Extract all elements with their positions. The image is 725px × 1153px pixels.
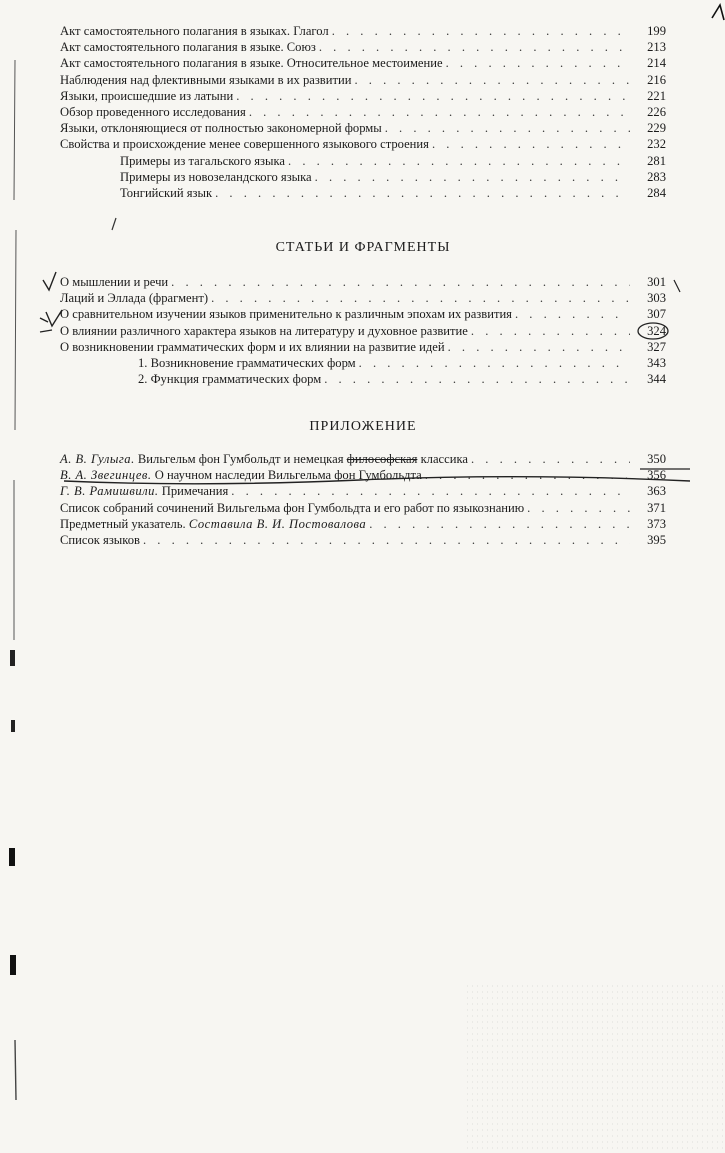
toc-title: Языки, отклоняющиеся от полностью закономерной формы: [60, 121, 382, 136]
toc-page: 214: [647, 56, 666, 71]
toc-title: 1. Возникновение грамматических форм: [138, 355, 356, 370]
toc-row[interactable]: [60, 23, 666, 39]
toc-page: 395: [647, 532, 666, 547]
toc-page: 284: [647, 185, 666, 200]
toc-row[interactable]: [60, 500, 666, 516]
toc-row[interactable]: [60, 153, 666, 169]
toc-title: Тонгийский язык: [120, 185, 213, 200]
toc-row[interactable]: [60, 290, 666, 306]
toc-page: 344: [647, 372, 666, 387]
toc-row[interactable]: [60, 88, 666, 104]
toc-title: О влиянии различного характера языков на литературу и духовное развитие: [60, 323, 468, 338]
toc-section-appendix: [60, 451, 666, 548]
toc-title: Список языков: [60, 532, 140, 547]
toc-row[interactable]: [60, 371, 666, 387]
toc-page: 324: [647, 323, 666, 338]
toc-page: 373: [647, 516, 666, 531]
toc-page: 229: [647, 121, 666, 136]
toc-row[interactable]: [60, 185, 666, 201]
toc-page: 371: [647, 500, 666, 515]
toc-section-articles: [60, 274, 666, 387]
toc-title: Акт самостоятельного полагания в языке. Относительное местоимение: [60, 56, 443, 71]
toc-author: В. А. Звегинцев.: [60, 468, 152, 483]
toc-title: Наблюдения над флективными языками в их развитии: [60, 72, 352, 87]
toc-row[interactable]: [60, 55, 666, 71]
toc-title: Языки, происшедшие из латыни: [60, 88, 234, 103]
toc-row[interactable]: [60, 483, 666, 499]
toc-section-main: [60, 23, 666, 201]
toc-page: 363: [647, 484, 666, 499]
toc-row[interactable]: [60, 274, 666, 290]
toc-page: 199: [647, 24, 666, 38]
toc-row[interactable]: [60, 306, 666, 322]
toc-page: 307: [647, 307, 666, 322]
section-heading-appendix: ПРИЛОЖЕНИЕ: [309, 419, 417, 434]
toc-page: 221: [647, 88, 666, 103]
corner-mark-icon: [712, 5, 724, 20]
toc-title: Примечания: [161, 484, 229, 499]
toc-author: Г. В. Рамишвили.: [60, 484, 159, 499]
toc-page: 283: [647, 169, 666, 184]
toc-title: О сравнительном изучении языков применительно к различным эпохам их развития: [60, 307, 512, 322]
toc-row[interactable]: [60, 339, 666, 355]
toc-page: 232: [647, 137, 666, 152]
toc-title: Список собраний сочинений Вильгельма фон Гумбольдта и его работ по языкознанию: [60, 500, 525, 515]
toc-title: Вильгельм фон Гумбольдт и немецкая: [137, 452, 344, 466]
toc-row[interactable]: [60, 72, 666, 88]
toc-page: 301: [647, 275, 666, 289]
toc-title: О научном наследии Вильгельма фон Гумбольдта: [154, 468, 422, 483]
toc-page: 327: [647, 339, 666, 354]
toc-title: О возникновении грамматических форм и их влиянии на развитие идей: [60, 339, 445, 354]
pen-stroke-icon: [112, 218, 116, 230]
binding-edge-icon: [15, 1040, 16, 1100]
margin-speck-icon: [9, 848, 15, 866]
toc-page: 226: [647, 104, 666, 119]
section-heading-articles: СТАТЬИ И ФРАГМЕНТЫ: [275, 240, 451, 255]
toc-row[interactable]: [60, 120, 666, 136]
toc-page: 216: [647, 72, 666, 87]
margin-speck-icon: [11, 720, 15, 732]
toc-author: Составила В. И. Постовалова: [188, 516, 367, 531]
toc-title: Примеры из новозеландского языка: [120, 169, 312, 184]
toc-title: Предметный указатель.: [60, 516, 186, 531]
scan-noise: [465, 983, 725, 1153]
toc-title: Примеры из тагальского языка: [120, 153, 286, 168]
toc-row[interactable]: [60, 323, 666, 339]
toc-title: 2. Функция грамматических форм: [138, 372, 322, 387]
tick-mark-icon: [674, 280, 680, 292]
toc-title: Акт самостоятельного полагания в языке. Союз: [60, 40, 316, 55]
toc-page: 343: [647, 355, 666, 370]
toc-title: Обзор проведенного исследования: [60, 104, 246, 119]
toc-page: 350: [647, 452, 666, 466]
toc-row[interactable]: [60, 532, 666, 548]
toc-page: 303: [647, 291, 666, 306]
toc-page: 281: [647, 153, 666, 168]
margin-speck-icon: [10, 955, 16, 975]
toc-title: Лаций и Эллада (фрагмент): [60, 291, 209, 306]
toc-row[interactable]: [60, 467, 666, 483]
toc-page: 356: [647, 468, 666, 483]
toc-row[interactable]: [60, 169, 666, 185]
toc-row[interactable]: [60, 516, 666, 532]
toc-title: Свойства и происхождение менее совершенного языкового строения: [60, 137, 429, 152]
toc-row[interactable]: [60, 355, 666, 371]
toc-row[interactable]: [60, 451, 666, 467]
toc-page: 213: [647, 40, 666, 55]
margin-speck-icon: [10, 650, 15, 666]
binding-edge-icon: [14, 60, 16, 640]
toc-row[interactable]: [60, 39, 666, 55]
toc-title: Акт самостоятельного полагания в языках. Глагол: [60, 24, 329, 38]
toc-row[interactable]: [60, 104, 666, 120]
toc-author: А. В. Гулыга.: [60, 452, 135, 466]
toc-row[interactable]: [60, 136, 666, 152]
check-mark-icon: [43, 272, 56, 290]
dash-mark-icon: [40, 330, 52, 332]
toc-title-struck: философская: [346, 452, 418, 466]
check-mark-icon: [40, 310, 62, 326]
toc-title: О мышлении и речи: [60, 275, 169, 289]
toc-title: классика: [420, 452, 468, 466]
